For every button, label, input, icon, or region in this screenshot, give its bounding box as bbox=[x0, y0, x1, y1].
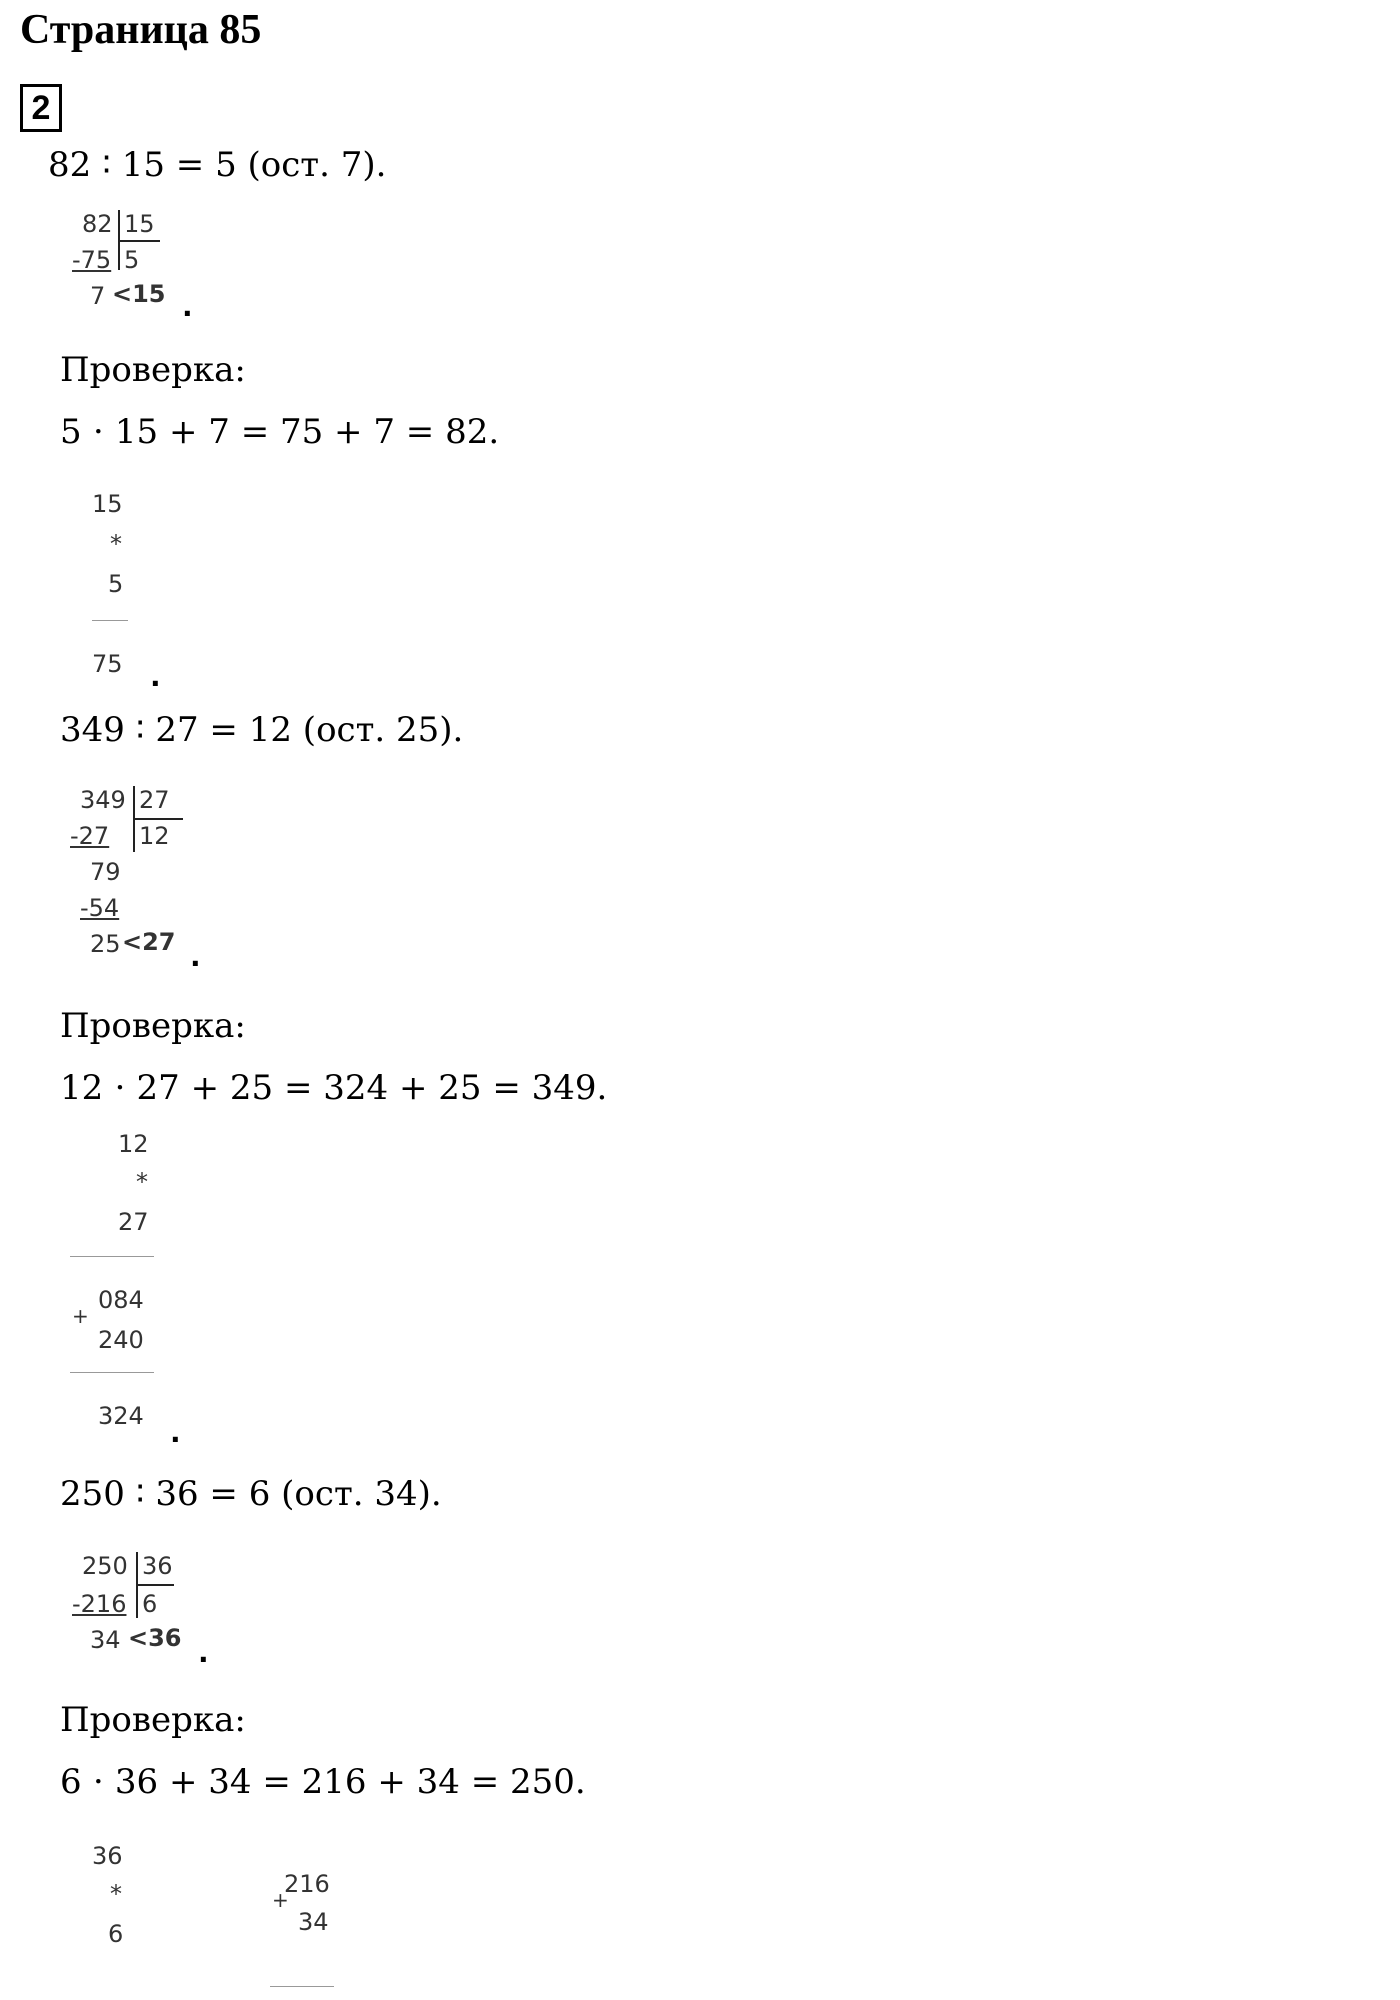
product: 75 bbox=[92, 650, 123, 678]
remainder: 25 bbox=[90, 930, 121, 958]
quotient: 6 bbox=[142, 1590, 158, 1618]
divisor: 27 bbox=[139, 786, 170, 814]
check-equation-3: 6 ⋅ 36 + 34 = 216 + 34 = 250. bbox=[60, 1762, 586, 1802]
check-label-3: Проверка: bbox=[60, 1700, 246, 1740]
check-label-1: Проверка: bbox=[60, 350, 246, 390]
quotient: 12 bbox=[139, 822, 170, 850]
remainder-compare: <27 bbox=[122, 928, 176, 956]
addend-a: 216 bbox=[284, 1870, 330, 1898]
dividend: 82 bbox=[82, 210, 113, 238]
divisor: 15 bbox=[124, 210, 155, 238]
period: . bbox=[170, 1416, 181, 1449]
period: . bbox=[182, 290, 193, 323]
multiply-sign: * bbox=[110, 1880, 122, 1908]
remainder-compare: <36 bbox=[128, 1624, 182, 1652]
factor-a: 15 bbox=[92, 490, 123, 518]
subtrahend-2: -54 bbox=[80, 894, 120, 922]
plus-sign: + bbox=[272, 1888, 289, 1912]
quotient: 5 bbox=[124, 246, 140, 274]
check-equation-1: 5 ⋅ 15 + 7 = 75 + 7 = 82. bbox=[60, 412, 500, 452]
factor-b: 6 bbox=[108, 1920, 124, 1948]
addend-b: 34 bbox=[298, 1908, 329, 1936]
factor-a: 12 bbox=[118, 1130, 149, 1158]
remainder: 34 bbox=[90, 1626, 121, 1654]
equation-1: 82 ∶ 15 = 5 (ост. 7). bbox=[48, 145, 387, 185]
task-number-box: 2 bbox=[20, 84, 62, 132]
dividend: 349 bbox=[80, 786, 126, 814]
check-label-2: Проверка: bbox=[60, 1006, 246, 1046]
equation-2: 349 ∶ 27 = 12 (ост. 25). bbox=[60, 710, 464, 750]
factor-b: 27 bbox=[118, 1208, 149, 1236]
factor-b: 5 bbox=[108, 570, 124, 598]
period: . bbox=[198, 1636, 209, 1669]
factor-a: 36 bbox=[92, 1842, 123, 1870]
multiply-sign: * bbox=[110, 530, 122, 558]
subtrahend: -216 bbox=[72, 1590, 127, 1618]
page-title: Страница 85 bbox=[20, 7, 262, 53]
partial-2: 240 bbox=[98, 1326, 144, 1354]
plus-sign: + bbox=[72, 1304, 89, 1328]
remainder-compare: <15 bbox=[112, 280, 166, 308]
period: . bbox=[150, 660, 161, 693]
intermediate: 79 bbox=[90, 858, 121, 886]
divisor: 36 bbox=[142, 1552, 173, 1580]
subtrahend-1: -27 bbox=[70, 822, 110, 850]
equation-3: 250 ∶ 36 = 6 (ост. 34). bbox=[60, 1474, 442, 1514]
multiply-sign: * bbox=[136, 1168, 148, 1196]
dividend: 250 bbox=[82, 1552, 128, 1580]
period: . bbox=[190, 940, 201, 973]
check-equation-2: 12 ⋅ 27 + 25 = 324 + 25 = 349. bbox=[60, 1068, 608, 1108]
subtrahend: -75 bbox=[72, 246, 112, 274]
partial-1: 084 bbox=[98, 1286, 144, 1314]
remainder: 7 bbox=[90, 282, 106, 310]
product: 324 bbox=[98, 1402, 144, 1430]
